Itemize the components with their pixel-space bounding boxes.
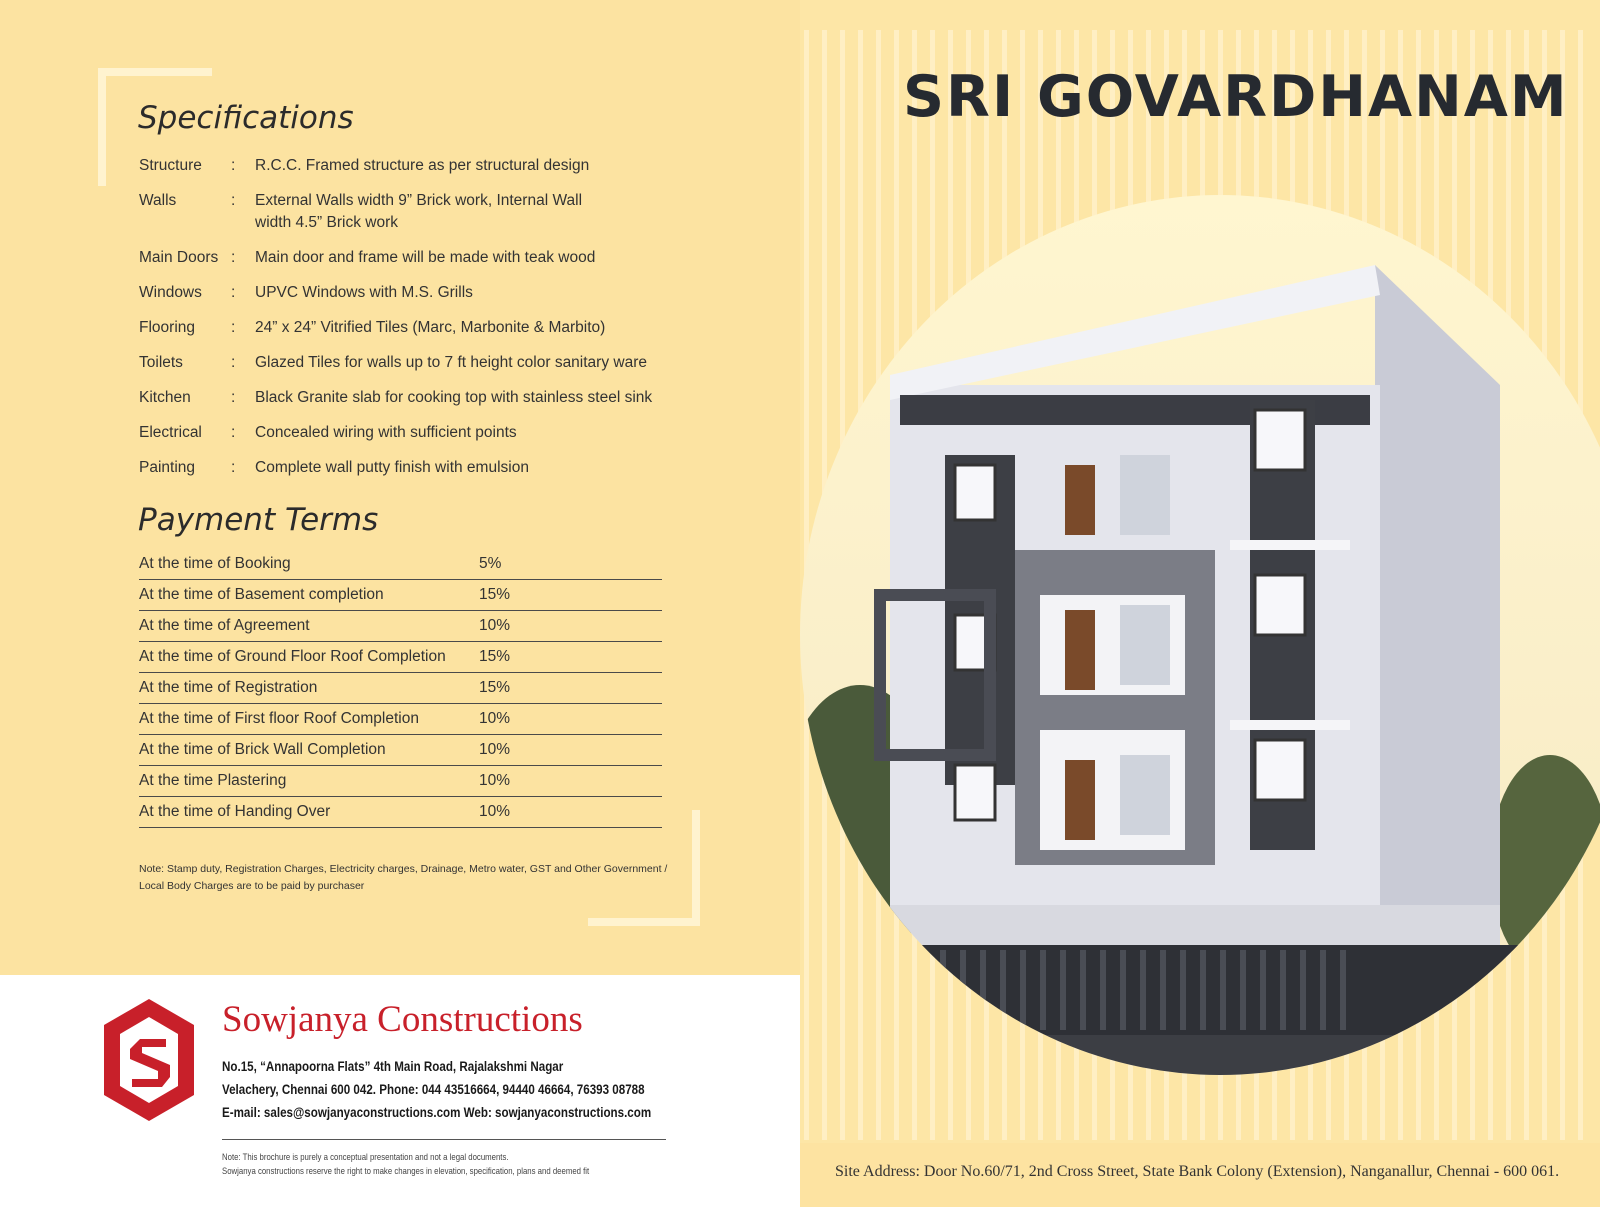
spec-value: R.C.C. Framed structure as per structural design (255, 157, 590, 174)
table-row (139, 673, 662, 704)
brochure-disclaimer (222, 1151, 589, 1179)
payment-stage: At the time of Registration (139, 679, 318, 696)
spec-value: Complete wall putty finish with emulsion (255, 459, 529, 476)
spec-label: Electrical (139, 424, 202, 441)
table-row (139, 549, 662, 580)
payment-percent: 5% (479, 555, 502, 572)
spec-label: Walls (139, 192, 177, 209)
spec-label: Toilets (139, 354, 183, 371)
payment-note: Note: Stamp duty, Registration Charges, Electricity charges, Drainage, Metro water, GST and Other Government / Local Body Charges are to be paid by purchaser (139, 863, 668, 892)
payment-stage: At the time of Booking (139, 555, 291, 572)
disclaimer-line: Note: This brochure is purely a conceptual presentation and not a legal documents. (222, 1152, 509, 1163)
payment-stage: At the time Plastering (139, 772, 287, 789)
payment-percent: 10% (479, 617, 511, 634)
site-address: Site Address: Door No.60/71, 2nd Cross Street, State Bank Colony (Extension), Nanganallur, Chennai - 600 061. (835, 1163, 1560, 1180)
payment-stage: At the time of First floor Roof Completion (139, 710, 419, 727)
table-row (139, 797, 662, 828)
spec-value: External Walls width 9” Brick work, Internal Wall width 4.5” Brick work (255, 192, 583, 231)
decorative-bracket (588, 918, 700, 926)
spec-label: Kitchen (139, 389, 191, 406)
payment-stage: At the time of Basement completion (139, 586, 384, 603)
spec-separator: : (231, 354, 236, 371)
project-title: SRI GOVARDHANAM (903, 64, 1569, 130)
table-row (139, 704, 662, 735)
spec-value: Black Granite slab for cooking top with stainless steel sink (255, 389, 653, 406)
payment-percent: 15% (479, 586, 511, 603)
payment-stage: At the time of Agreement (139, 617, 310, 634)
spec-row (139, 387, 679, 409)
payment-stage: At the time of Ground Floor Roof Completion (139, 648, 446, 665)
payment-percent: 10% (479, 803, 511, 820)
spec-label: Painting (139, 459, 196, 476)
spec-separator: : (231, 319, 236, 336)
company-address: No.15, “Annapoorna Flats” 4th Main Road, Rajalakshmi Nagar (222, 1059, 564, 1074)
spec-row (139, 352, 679, 374)
decorative-bracket (98, 68, 212, 76)
payment-stage: At the time of Handing Over (139, 803, 331, 820)
table-row (139, 580, 662, 611)
specifications-list (139, 155, 679, 492)
spec-label: Windows (139, 284, 202, 301)
spec-row (139, 422, 679, 444)
spec-row (139, 247, 679, 269)
spec-row (139, 155, 679, 177)
company-logo-icon (100, 995, 198, 1125)
spec-separator: : (231, 284, 236, 301)
spec-value: 24” x 24” Vitrified Tiles (Marc, Marbonite & Marbito) (255, 319, 606, 336)
payment-percent: 10% (479, 741, 511, 758)
spec-separator: : (231, 192, 236, 209)
spec-label: Flooring (139, 319, 195, 336)
spec-label: Structure (139, 157, 202, 174)
table-row (139, 735, 662, 766)
spec-value: UPVC Windows with M.S. Grills (255, 284, 473, 301)
company-phone: Velachery, Chennai 600 042. Phone: 044 43516664, 94440 46664, 76393 08788 (222, 1082, 645, 1097)
table-row (139, 642, 662, 673)
spec-row (139, 317, 679, 339)
spec-value: Glazed Tiles for walls up to 7 ft height color sanitary ware (255, 354, 647, 371)
payment-percent: 15% (479, 648, 511, 665)
spec-separator: : (231, 459, 236, 476)
table-row (139, 611, 662, 642)
spec-separator: : (231, 249, 236, 266)
decorative-bracket (98, 68, 106, 186)
decorative-bracket (692, 810, 700, 926)
table-row (139, 766, 662, 797)
spec-row (139, 282, 679, 304)
spec-row (139, 190, 679, 234)
spec-separator: : (231, 389, 236, 406)
payment-percent: 10% (479, 772, 511, 789)
payment-terms-heading: Payment Terms (138, 502, 379, 538)
spec-separator: : (231, 424, 236, 441)
company-name: Sowjanya Constructions (222, 999, 583, 1040)
building-illustration (800, 185, 1600, 1095)
payment-percent: 15% (479, 679, 511, 696)
spec-row (139, 457, 679, 479)
disclaimer-line: Sowjanya constructions reserve the right to make changes in elevation, specification, plans and deemed fit (222, 1166, 590, 1177)
specifications-heading: Specifications (138, 100, 354, 136)
payment-stage: At the time of Brick Wall Completion (139, 741, 386, 758)
company-email-web: E-mail: sales@sowjanyaconstructions.com Web: sowjanyaconstructions.com (222, 1105, 652, 1120)
payment-percent: 10% (479, 710, 511, 727)
spec-separator: : (231, 157, 236, 174)
payment-terms-table (139, 549, 662, 828)
company-contact (222, 1055, 652, 1124)
spec-value: Concealed wiring with sufficient points (255, 424, 517, 441)
spec-value: Main door and frame will be made with teak wood (255, 249, 596, 266)
divider (222, 1139, 666, 1140)
spec-label: Main Doors (139, 249, 219, 266)
